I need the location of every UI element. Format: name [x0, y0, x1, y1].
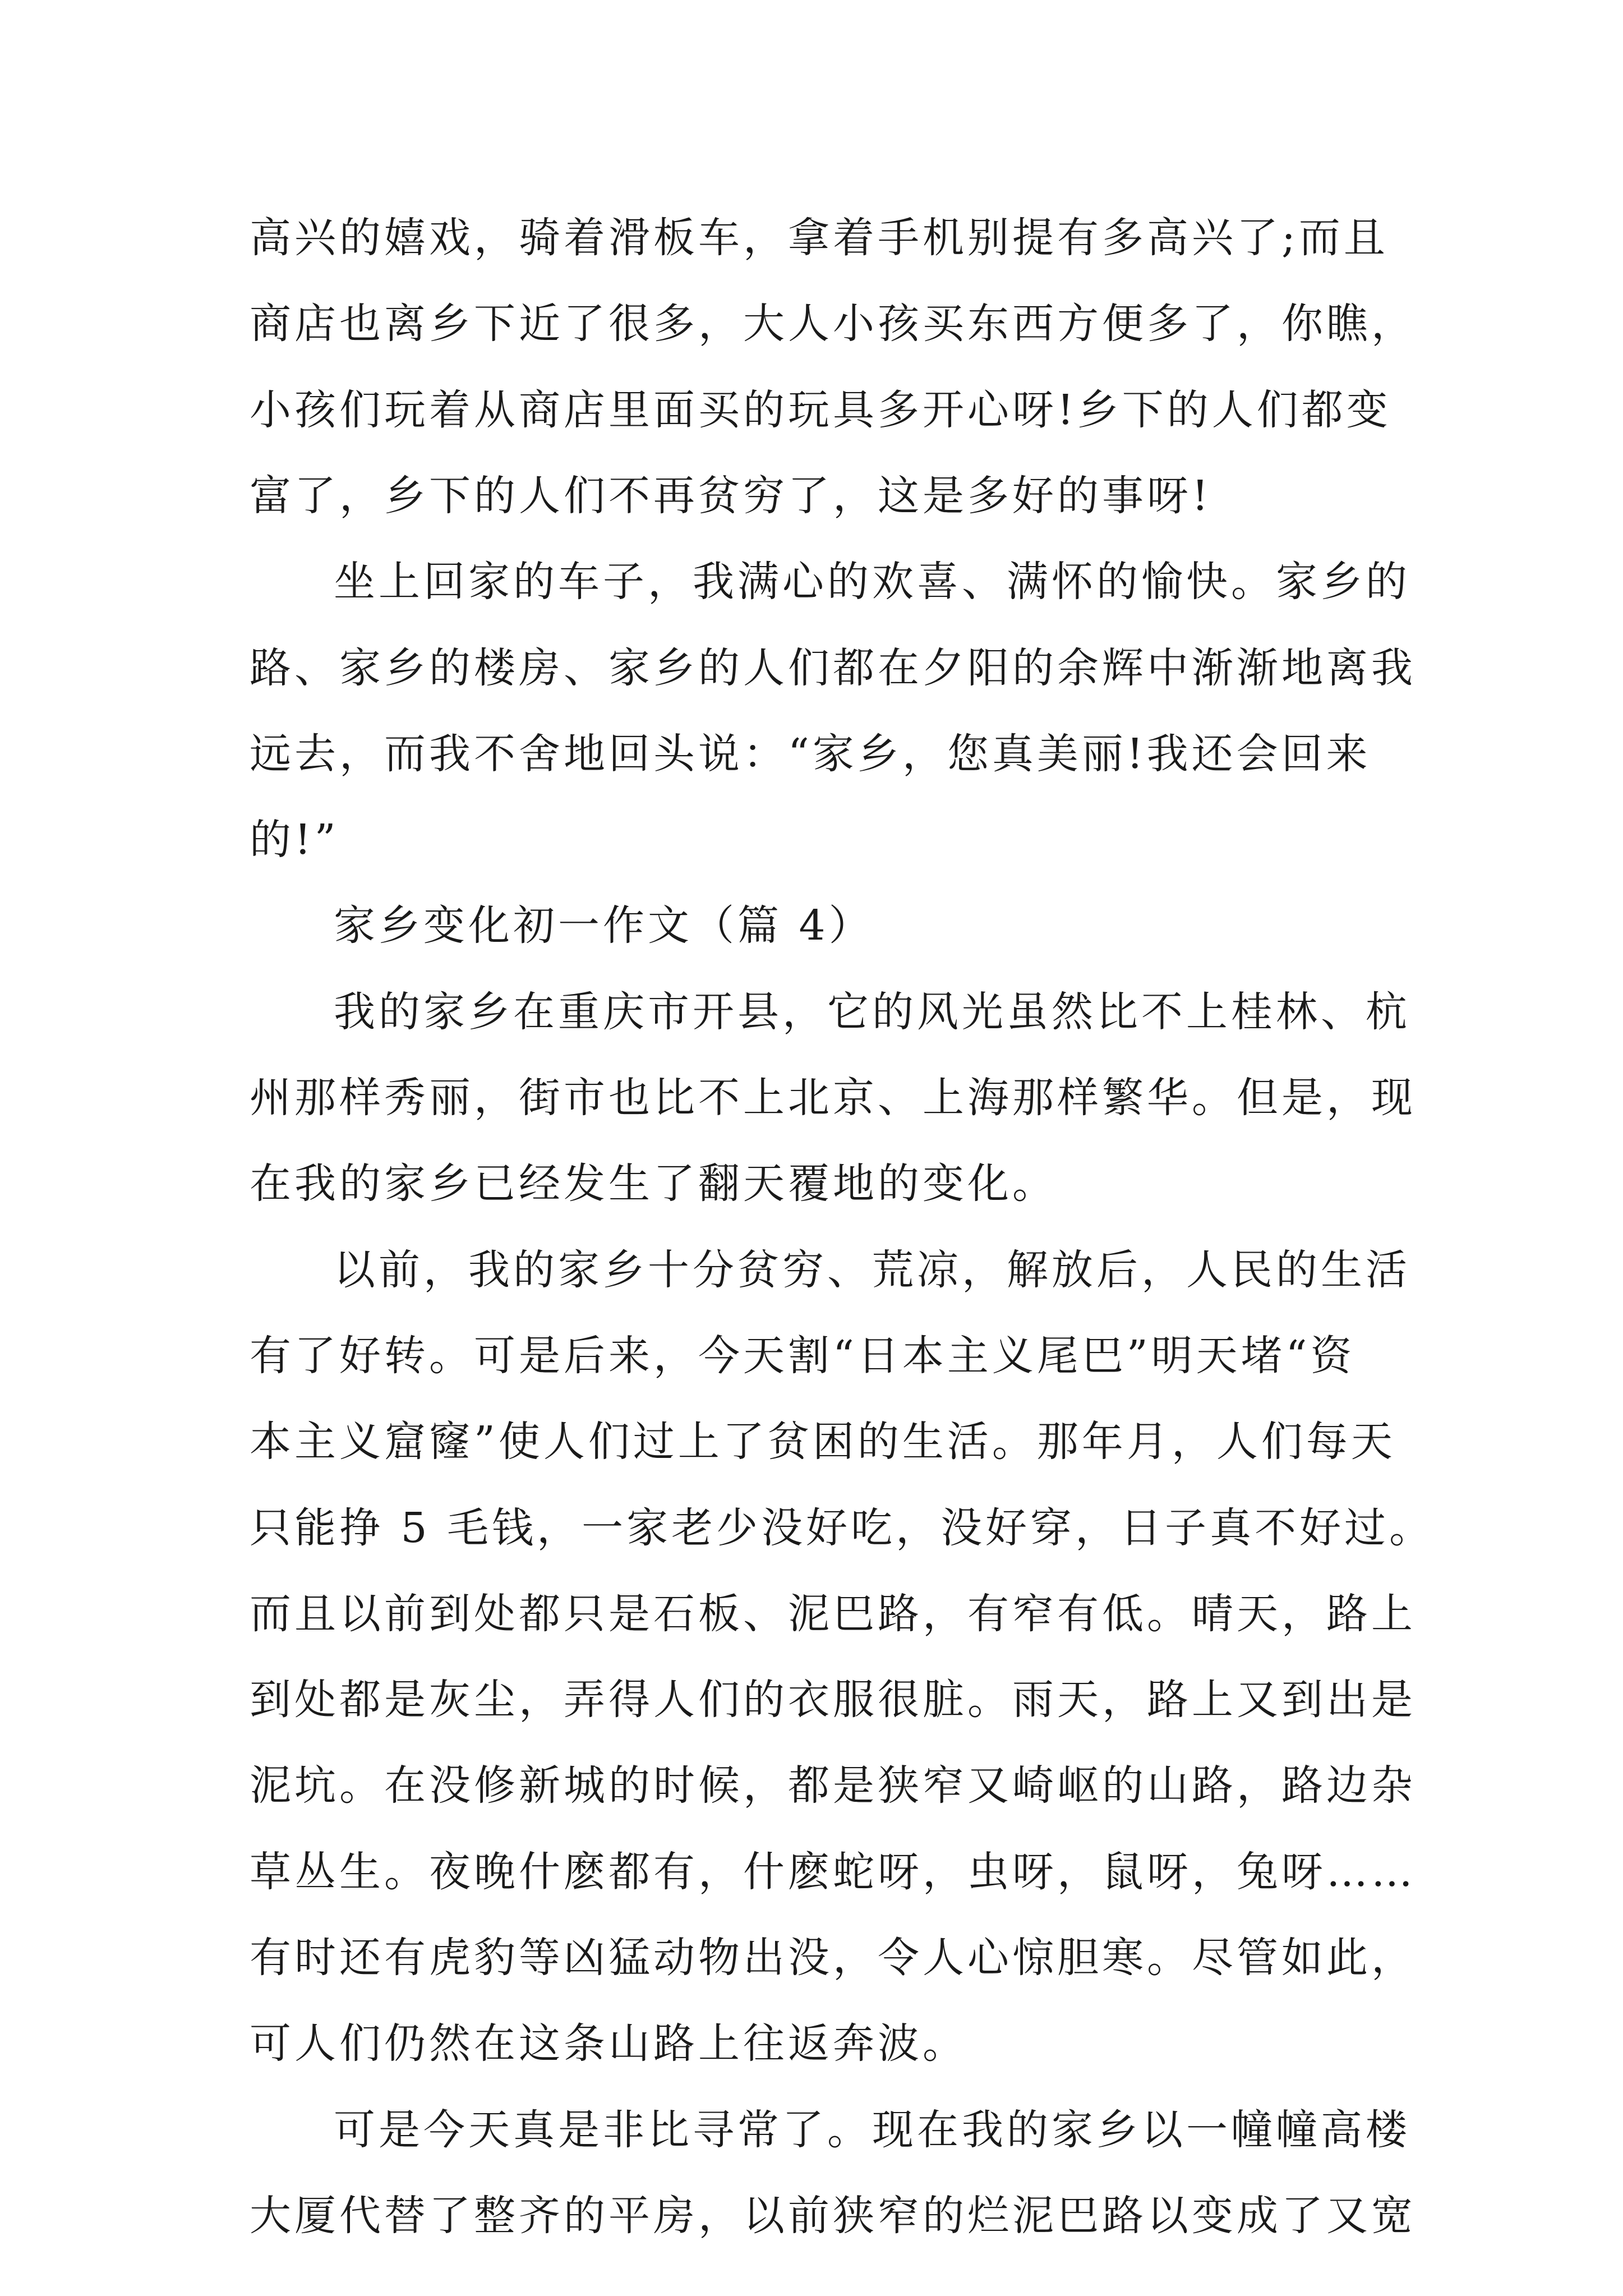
text-line: 州那样秀丽，街市也比不上北京、上海那样繁华。但是，现 [250, 1074, 1416, 1122]
text-line: 小孩们玩着从商店里面买的玩具多开心呀!乡下的人们都变 [250, 386, 1391, 434]
text-line: 坐上回家的车子，我满心的欢喜、满怀的愉快。家乡的 [334, 558, 1410, 606]
text-line: 草丛生。夜晚什麽都有，什麽蛇呀，虫呀，鼠呀，兔呀…… [250, 1848, 1416, 1896]
text-line: 到处都是灰尘，弄得人们的衣服很脏。雨天，路上又到出是 [250, 1676, 1416, 1724]
section-heading: 家乡变化初一作文（篇 4） [334, 901, 874, 950]
text-line: 的!” [250, 816, 339, 864]
text-line: 高兴的嬉戏，骑着滑板车，拿着手机别提有多高兴了;而且 [250, 214, 1389, 262]
text-line: 有时还有虎豹等凶猛动物出没，令人心惊胆寒。尽管如此， [250, 1934, 1416, 1982]
text-line: 富了，乡下的人们不再贫穷了，这是多好的事呀! [250, 472, 1212, 520]
text-line: 我的家乡在重庆市开县，它的风光虽然比不上桂林、杭 [334, 988, 1410, 1036]
text-line: 以前，我的家乡十分贫穷、荒凉，解放后，人民的生活 [334, 1246, 1410, 1294]
text-line: 路、家乡的楼房、家乡的人们都在夕阳的余辉中渐渐地离我 [250, 644, 1416, 692]
text-line: 有了好转。可是后来，今天割“日本主义尾巴”明天堵“资 [250, 1332, 1355, 1380]
text-line: 在我的家乡已经发生了翻天覆地的变化。 [250, 1159, 1057, 1208]
text-line: 远去，而我不舍地回头说：“家乡，您真美丽!我还会回来 [250, 730, 1371, 778]
text-line: 泥坑。在没修新城的时候，都是狭窄又崎岖的山路，路边杂 [250, 1761, 1416, 1810]
text-line: 本主义窟窿”使人们过上了贫困的生活。那年月，人们每天 [250, 1418, 1396, 1466]
text-line: 只能挣 5 毛钱，一家老少没好吃，没好穿，日子真不好过。 [250, 1504, 1435, 1552]
text-line: 而且以前到处都只是石板、泥巴路，有窄有低。晴天，路上 [250, 1590, 1416, 1638]
text-line: 大厦代替了整齐的平房，以前狭窄的烂泥巴路以变成了又宽 [250, 2192, 1416, 2240]
text-line: 可是今天真是非比寻常了。现在我的家乡以一幢幢高楼 [334, 2106, 1410, 2154]
text-line: 可人们仍然在这条山路上往返奔波。 [250, 2019, 967, 2068]
text-line: 商店也离乡下近了很多，大人小孩买东西方便多了，你瞧， [250, 300, 1416, 348]
